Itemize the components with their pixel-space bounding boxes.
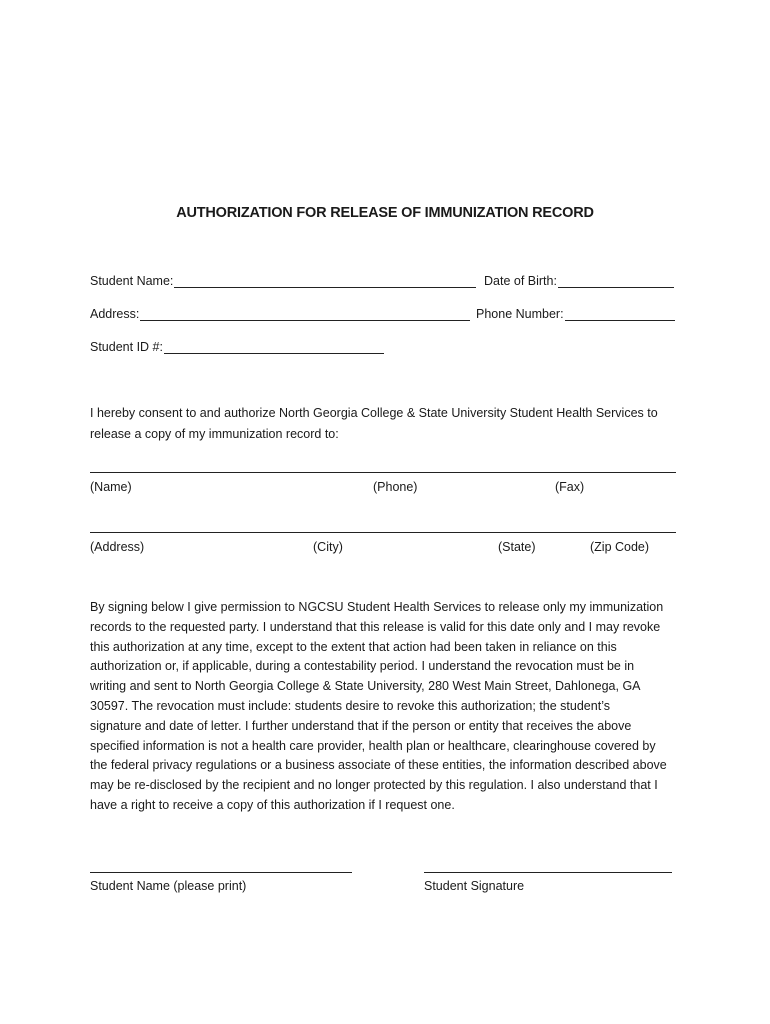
terms-line: may be re-disclosed by the recipient and no longer protected by this regulation. I also understand that I bbox=[90, 778, 658, 793]
recipient-address-blank[interactable] bbox=[90, 532, 676, 533]
recipient-city-label: (City) bbox=[313, 540, 343, 554]
recipient-state-label: (State) bbox=[498, 540, 536, 554]
form-title: AUTHORIZATION FOR RELEASE OF IMMUNIZATION RECORD bbox=[176, 205, 594, 221]
terms-line: have a right to receive a copy of this authorization if I request one. bbox=[90, 797, 455, 812]
address-label: Address: bbox=[90, 307, 140, 321]
student-id-field[interactable] bbox=[90, 340, 384, 354]
terms-line: the federal privacy regulations or a business associate of these entities, the information described above bbox=[90, 758, 667, 773]
address-field[interactable] bbox=[90, 307, 470, 321]
recipient-zip-label: (Zip Code) bbox=[590, 540, 650, 554]
phone-number-blank[interactable] bbox=[565, 308, 675, 321]
date-of-birth-blank[interactable] bbox=[558, 275, 674, 288]
consent-text-line-1: I hereby consent to and authorize North Georgia College & State University Student Health Services to bbox=[90, 406, 658, 420]
student-signature-label: Student Signature bbox=[424, 879, 525, 893]
student-id-blank[interactable] bbox=[164, 341, 384, 354]
student-id-row bbox=[90, 340, 680, 358]
student-info-row bbox=[90, 274, 680, 292]
date-of-birth-field[interactable] bbox=[484, 274, 674, 288]
terms-line: specified information is not a health care provider, health plan or healthcare, clearinghouse covered by bbox=[90, 738, 656, 753]
terms-line: signature and date of letter. I further understand that if the person or entity that receives the above bbox=[90, 718, 632, 733]
consent-text-line-2: release a copy of my immunization record to: bbox=[90, 427, 339, 441]
terms-line: 30597. The revocation must include: students desire to revoke this authorization; the student’s bbox=[90, 698, 610, 713]
student-name-print-blank[interactable] bbox=[90, 872, 352, 873]
terms-line: authorization or, if applicable, during a contestability period. I understand the revocation must be in bbox=[90, 659, 635, 674]
student-name-print-label: Student Name (please print) bbox=[90, 879, 247, 893]
recipient-phone-label: (Phone) bbox=[373, 480, 418, 494]
recipient-address-label: (Address) bbox=[90, 540, 145, 554]
student-name-field[interactable] bbox=[90, 274, 476, 288]
terms-paragraph bbox=[90, 598, 686, 816]
recipient-fax-label: (Fax) bbox=[555, 480, 585, 494]
address-blank[interactable] bbox=[140, 308, 470, 321]
student-signature-blank[interactable] bbox=[424, 872, 672, 873]
date-of-birth-label: Date of Birth: bbox=[484, 274, 557, 288]
terms-line: this authorization at any time, except to the extent that action had been taken in reliance on this bbox=[90, 639, 617, 654]
recipient-name-label: (Name) bbox=[90, 480, 132, 494]
phone-number-field[interactable] bbox=[476, 307, 675, 321]
terms-line: By signing below I give permission to NGCSU Student Health Services to release only my immunization bbox=[90, 600, 664, 614]
student-contact-row bbox=[90, 307, 680, 325]
terms-line: records to the requested party. I understand that this release is valid for this date only and I may revoke bbox=[90, 619, 661, 634]
phone-number-label: Phone Number: bbox=[476, 307, 564, 321]
student-name-blank[interactable] bbox=[174, 275, 476, 288]
terms-line: writing and sent to North Georgia College & State University, 280 West Main Street, Dahlonega, GA bbox=[90, 679, 641, 694]
student-name-label: Student Name: bbox=[90, 274, 174, 288]
student-id-label: Student ID #: bbox=[90, 340, 163, 354]
recipient-name-phone-fax-blank[interactable] bbox=[90, 472, 676, 473]
